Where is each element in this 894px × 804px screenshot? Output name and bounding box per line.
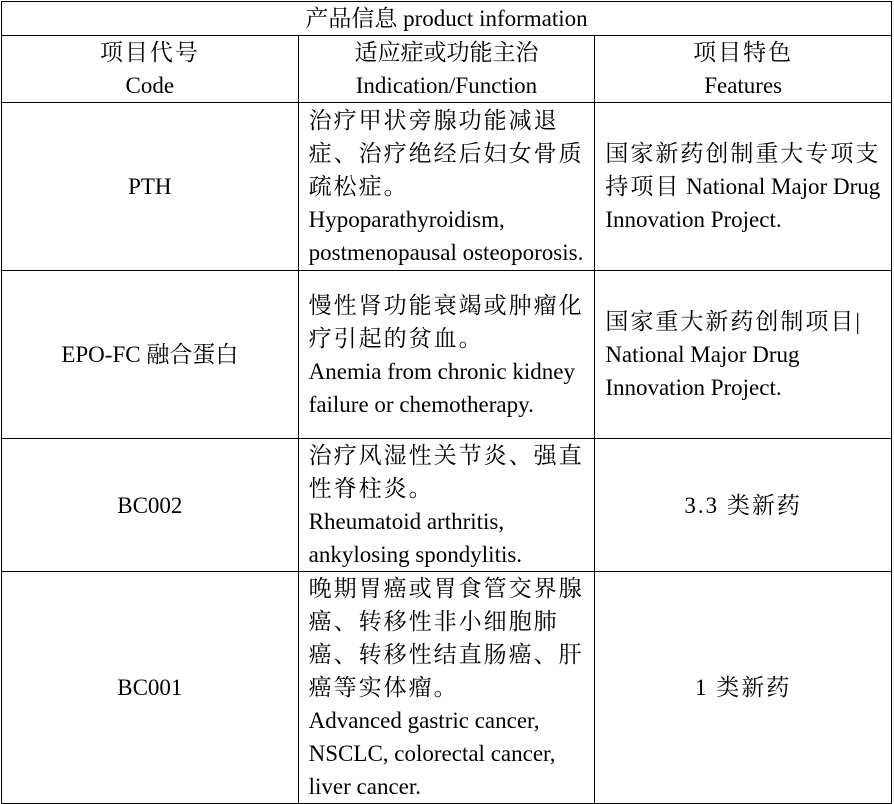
table-header-row (2, 36, 892, 103)
row-indication-cell (298, 271, 595, 439)
table-row (2, 103, 892, 271)
header-code-cell (2, 36, 299, 103)
row-indication-zh: 治疗甲状旁腺功能减退症、治疗绝经后妇女骨质疏松症。 (308, 108, 584, 199)
row-code: BC002 (117, 492, 183, 518)
row-indication-cell (298, 572, 595, 804)
header-indication: 适应症或功能主治 Indication/Function (354, 40, 539, 98)
header-code-en: Code (125, 73, 175, 98)
row-features-zh: 国家重大新药创制项目| (605, 309, 862, 334)
header-features-zh: 项目特色 (693, 40, 794, 65)
row-code: PTH (128, 174, 172, 199)
row-indication-en: Rheumatoid arthritis, ankylosing spondylitis. (308, 509, 523, 567)
row-indication-cell (298, 103, 595, 271)
row-code-cell (2, 439, 299, 572)
row-features-cell (595, 103, 892, 271)
row-code: EPO-FC 融合蛋白 (61, 342, 239, 367)
row-code-cell (2, 572, 299, 804)
row-features-en: National Major Drug Innovation Project. (605, 342, 800, 400)
row-features-cell (595, 439, 892, 572)
row-code-cell (2, 271, 299, 439)
row-indication-zh: 慢性肾功能衰竭或肿瘤化疗引起的贫血。 (308, 292, 584, 351)
header-features-en: Features (704, 73, 783, 98)
header-indication-cell (298, 36, 595, 103)
table-row (2, 572, 892, 804)
row-indication-zh: 晚期胃癌或胃食管交界腺癌、转移性非小细胞肺癌、转移性结直肠癌、肝癌等实体瘤。 (308, 576, 584, 700)
row-code-cell (2, 103, 299, 271)
row-indication-cell (298, 439, 595, 572)
table-title: 产品信息 product information (2, 2, 892, 36)
header-code-zh: 项目代号 (99, 40, 200, 65)
row-features: 1 类新药 (695, 675, 792, 700)
row-features-cell (595, 572, 892, 804)
table-row (2, 439, 892, 572)
row-features-cell (595, 271, 892, 439)
row-features-en: National Major Drug Innovation Project. (605, 174, 881, 232)
row-features-zh: 国家新药创制重大专项支持项目 (605, 141, 881, 199)
product-information-table (1, 1, 892, 804)
table-row (2, 271, 892, 439)
row-indication-en: Anemia from chronic kidney failure or chemotherapy. (308, 358, 575, 417)
row-features: 3.3 类新药 (684, 492, 802, 518)
row-indication-en: Hypoparathyroidism, postmenopausal osteoporosis. (308, 207, 584, 265)
row-indication-zh: 治疗风湿性关节炎、强直性脊柱炎。 (308, 443, 584, 501)
table-title-row (2, 2, 892, 36)
row-code: BC001 (117, 675, 183, 700)
header-features-cell (595, 36, 892, 103)
row-indication-en: Advanced gastric cancer, NSCLC, colorectal cancer, liver cancer. (308, 708, 556, 799)
